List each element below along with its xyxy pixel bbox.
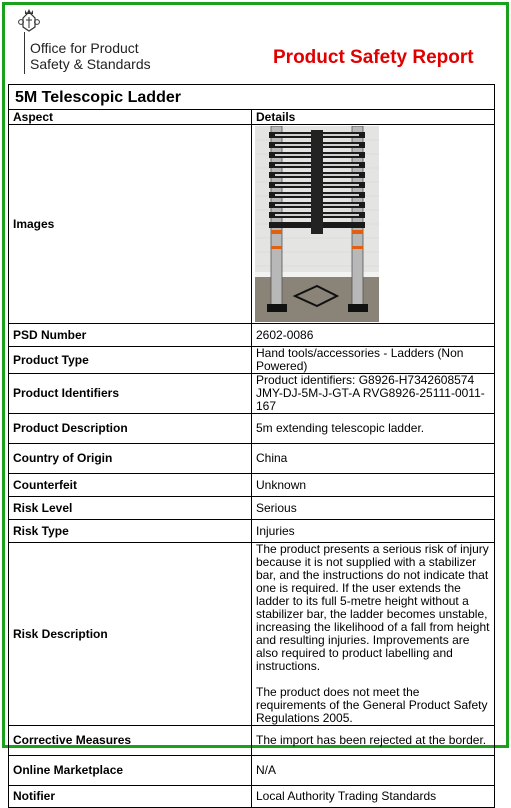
product-image-cell [252,125,495,324]
notifier-label: Notifier [9,786,252,808]
online-marketplace-value: N/A [252,756,495,786]
risk-description-label: Risk Description [9,543,252,726]
org-name-line2: Safety & Standards [30,56,151,72]
counterfeit-label: Counterfeit [9,474,252,497]
risk-type-label: Risk Type [9,520,252,543]
notifier-value: Local Authority Trading Standards [252,786,495,808]
corrective-measures-label: Corrective Measures [9,726,252,756]
risk-level-value: Serious [252,497,495,520]
product-identifiers-value: Product identifiers: G8926-H7342608574 JMY-DJ-5M-J-GT-A RVG8926-25111-0011-167 [252,374,495,414]
product-description-label: Product Description [9,414,252,444]
online-marketplace-label: Online Marketplace [9,756,252,786]
risk-description-paragraph-1: The product presents a serious risk of injury because it is not supplied with a stabilizer bar, and the instructions do not indicate that one is required. If the user extends the ladder to its full 5-metre height without a stabilizer bar, the ladder becomes unstable, increasing the likelihood of a fall from height and resulting injuries. Improvements are also required to product labelling and instructions. [256,542,490,673]
product-type-label: Product Type [9,347,252,374]
column-header-details: Details [252,110,495,125]
product-title: 5M Telescopic Ladder [9,85,495,110]
org-name [30,40,151,72]
royal-crest-icon [18,8,40,32]
psd-number-value: 2602-0086 [252,324,495,347]
risk-description-paragraph-2: The product does not meet the requirements of the General Product Safety Regulations 2005. [256,685,488,725]
risk-type-value: Injuries [252,520,495,543]
risk-level-label: Risk Level [9,497,252,520]
product-identifiers-label: Product Identifiers [9,374,252,414]
risk-description-value [252,543,495,726]
images-label: Images [9,125,252,324]
product-image [255,126,379,322]
org-name-line1: Office for Product [30,40,139,56]
report-title: Product Safety Report [273,47,474,68]
logo-divider [24,32,25,74]
counterfeit-value: Unknown [252,474,495,497]
column-header-aspect: Aspect [9,110,252,125]
product-table [8,84,495,808]
psd-number-label: PSD Number [9,324,252,347]
country-of-origin-value: China [252,444,495,474]
product-type-value: Hand tools/accessories - Ladders (Non Powered) [252,347,495,374]
corrective-measures-value: The import has been rejected at the border. [252,726,495,756]
country-of-origin-label: Country of Origin [9,444,252,474]
product-description-value: 5m extending telescopic ladder. [252,414,495,444]
